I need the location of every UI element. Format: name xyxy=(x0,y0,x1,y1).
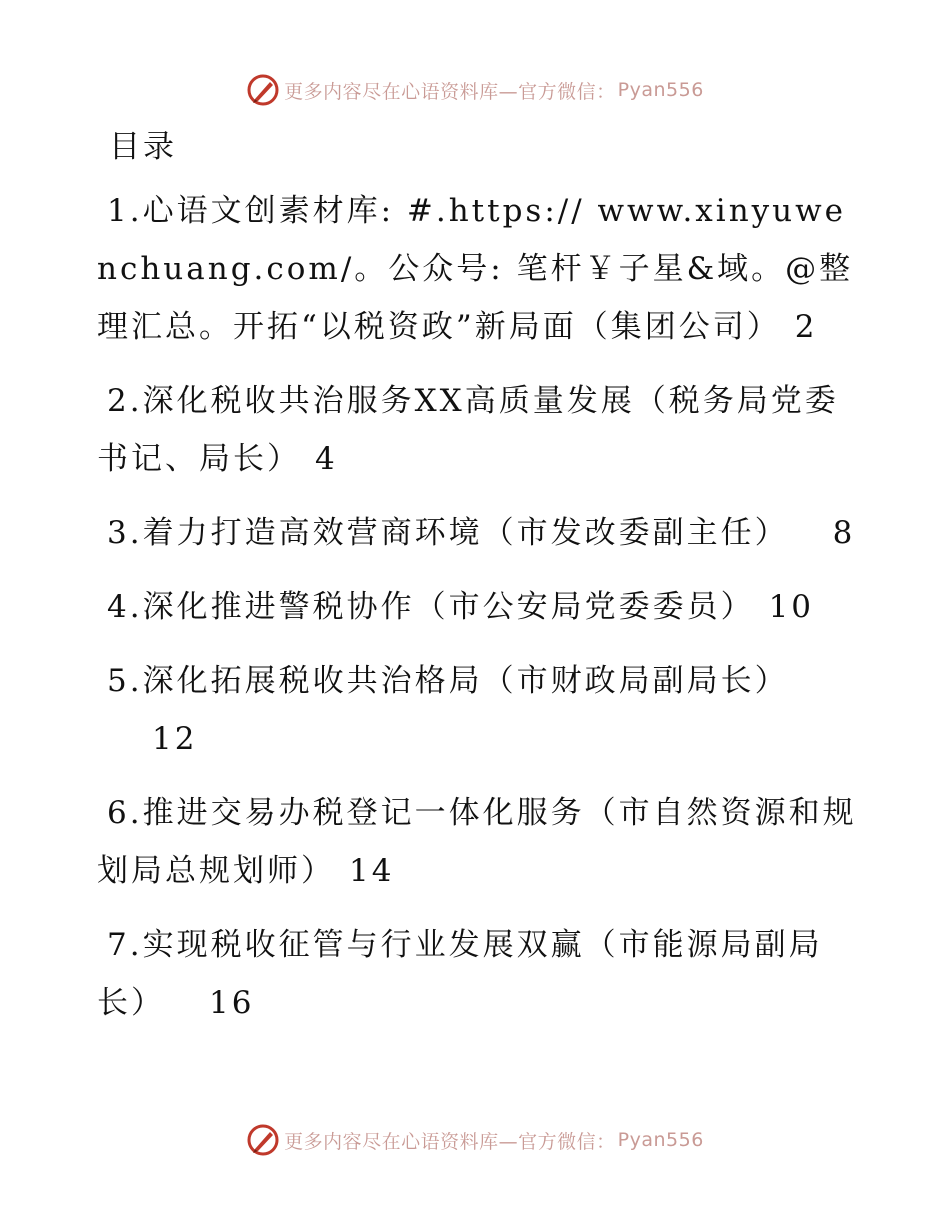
watermark-text: 更多内容尽在心语资料库—官方微信： xyxy=(284,1130,616,1153)
toc-entry-number: 2. xyxy=(107,383,143,419)
pen-logo-icon xyxy=(246,73,280,107)
toc-entry[interactable] xyxy=(97,916,857,1032)
pen-logo-icon xyxy=(246,1123,280,1157)
toc-entry[interactable] xyxy=(97,652,857,768)
toc-entry-text: 深化拓展税收共治格局（市财政局副局长） xyxy=(142,663,789,699)
toc-entry-number: 7. xyxy=(107,927,143,963)
watermark-wechat-id: Pyan556 xyxy=(617,1129,704,1151)
toc-entry-text: 深化推进警税协作（市公安局党委委员） xyxy=(142,589,755,625)
toc-entry-text: 推进交易办税登记一体化服务（市自然资源和规划局总规划师） xyxy=(97,795,857,889)
footer-watermark xyxy=(0,1120,950,1160)
toc-entry-number: 1. xyxy=(107,193,143,229)
watermark-text: 更多内容尽在心语资料库—官方微信： xyxy=(284,80,616,103)
watermark-wechat-id: Pyan556 xyxy=(617,79,704,101)
toc-entry[interactable] xyxy=(97,578,857,636)
toc-entry[interactable] xyxy=(97,372,857,488)
toc-entry-page: 8 xyxy=(832,515,856,551)
toc-entry[interactable] xyxy=(97,784,857,900)
toc-entry[interactable] xyxy=(97,504,857,562)
toc-entry-page: 14 xyxy=(349,853,395,889)
toc-entry-text: 心语文创素材库: #.https:// www.xinyuwenchuang.com/。公众号: 笔杆￥子星&域。@整理汇总。开拓“以税资政”新局面（集团公司） xyxy=(97,193,854,345)
toc-entry-number: 3. xyxy=(107,515,143,551)
toc-entry-number: 4. xyxy=(107,589,143,625)
toc-entry-text: 着力打造高效营商环境（市发改委副主任） xyxy=(142,515,789,551)
toc-entry-text: 深化税收共治服务XX高质量发展（税务局党委书记、局长） xyxy=(97,383,839,477)
toc-heading: 目录 xyxy=(109,129,177,165)
toc-entry-page: 10 xyxy=(768,589,815,625)
toc-entry-text: 实现税收征管与行业发展双赢（市能源局副局长） xyxy=(97,927,823,1021)
toc-entry-page: 2 xyxy=(794,309,818,345)
toc-entry-number: 5. xyxy=(107,663,143,699)
toc-entry-page: 12 xyxy=(152,721,198,757)
toc-entry-number: 6. xyxy=(107,795,143,831)
toc-entry[interactable] xyxy=(97,182,857,356)
document-body xyxy=(97,118,857,1048)
toc-entry-page: 4 xyxy=(315,441,338,477)
header-watermark xyxy=(0,70,950,110)
toc-entry-page: 16 xyxy=(209,985,255,1021)
